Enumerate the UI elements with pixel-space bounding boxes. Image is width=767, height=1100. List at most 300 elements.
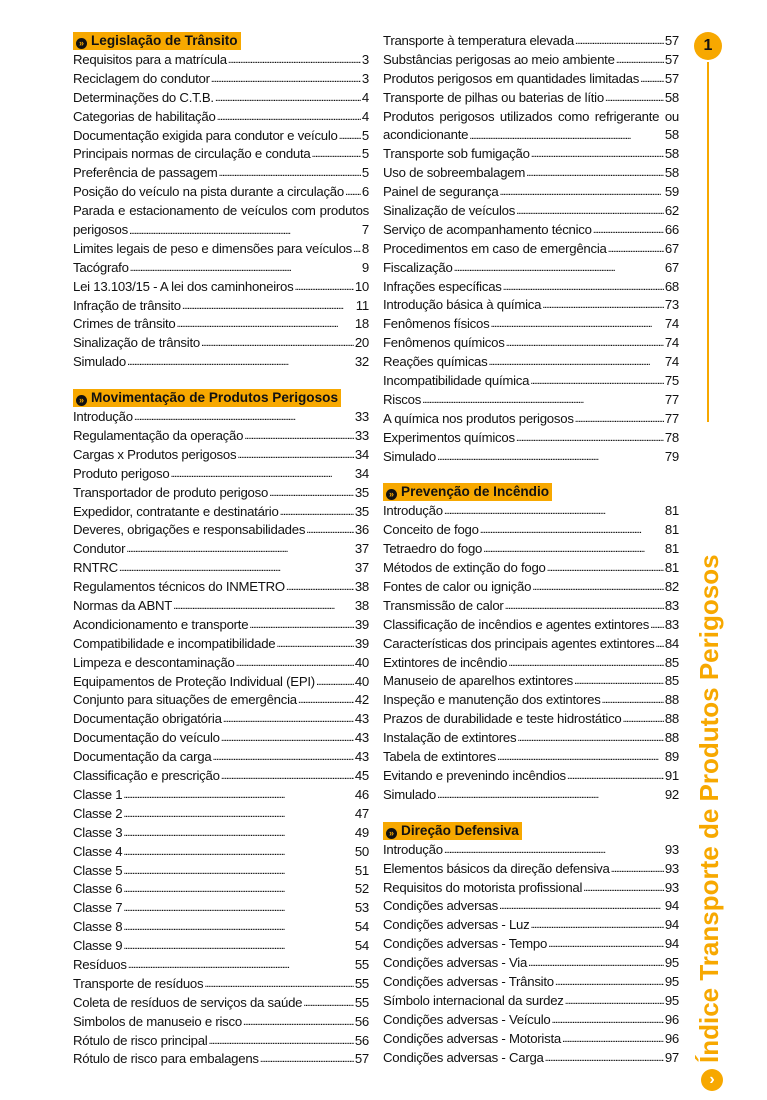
toc-entry-label: Simulado	[383, 786, 436, 802]
toc-entry[interactable]	[73, 767, 369, 786]
toc-entry-label-line2: acondicionante	[383, 127, 469, 143]
toc-entry-page: 7	[361, 222, 369, 238]
toc-entry[interactable]	[73, 654, 369, 673]
toc-entry-page: 5	[361, 165, 369, 181]
toc-entry[interactable]	[383, 954, 679, 973]
dot-leader	[545, 1049, 664, 1068]
dot-leader	[215, 89, 361, 108]
toc-entry[interactable]	[383, 691, 679, 710]
toc-entry[interactable]	[383, 448, 679, 467]
section-title: Direção Defensiva	[401, 822, 519, 838]
toc-entry[interactable]	[383, 916, 679, 935]
toc-entry-page: 81	[664, 541, 679, 557]
toc-entry-page: 58	[664, 165, 679, 181]
dot-leader	[345, 183, 361, 202]
toc-entry[interactable]	[383, 540, 679, 559]
toc-entry[interactable]	[383, 429, 679, 448]
dot-leader	[505, 597, 664, 616]
dot-leader	[650, 616, 664, 635]
toc-entry-page: 39	[354, 616, 369, 632]
toc-entry[interactable]	[383, 1030, 679, 1049]
toc-entry-label: Introdução básica à química	[383, 297, 542, 313]
section-heading-highlight	[73, 389, 341, 407]
dot-leader	[126, 540, 354, 559]
toc-entry[interactable]	[73, 578, 369, 597]
toc-entry[interactable]	[73, 729, 369, 748]
toc-entry-page: 82	[664, 579, 679, 595]
toc-entry[interactable]	[383, 597, 679, 616]
toc-entry-label: Requisitos do motorista profissional	[383, 879, 583, 895]
toc-entry[interactable]	[383, 502, 679, 521]
toc-entry-label: Preferência de passagem	[73, 165, 218, 181]
toc-entry[interactable]	[383, 315, 679, 334]
toc-entry-label: Uso de sobreembalagem	[383, 165, 526, 181]
toc-entry[interactable]	[383, 860, 679, 879]
toc-entry[interactable]	[73, 353, 369, 372]
toc-entry-label: A química nos produtos perigosos	[383, 410, 574, 426]
toc-entry[interactable]	[73, 127, 369, 146]
dot-leader	[182, 297, 355, 316]
toc-entry-label: Condutor	[73, 541, 126, 557]
toc-entry[interactable]	[73, 824, 369, 843]
dot-leader	[306, 521, 354, 540]
toc-entry-label: Simulado	[383, 448, 436, 464]
dot-leader	[444, 841, 664, 860]
toc-entry[interactable]	[73, 918, 369, 937]
toc-entry-page: 35	[354, 484, 369, 500]
side-title-text: Índice Transporte de Produtos Perigosos	[694, 554, 724, 1063]
dot-leader	[237, 446, 354, 465]
toc-entry-label: Condições adversas - Trânsito	[383, 973, 554, 989]
toc-entry[interactable]	[383, 897, 679, 916]
spacer	[383, 466, 679, 483]
dot-leader	[437, 448, 664, 467]
toc-entry[interactable]	[383, 89, 679, 108]
toc-entry-label: Regulamentos técnicos do INMETRO	[73, 579, 285, 595]
toc-entry[interactable]	[383, 992, 679, 1011]
toc-entry[interactable]	[383, 221, 679, 240]
toc-entry-label: Classe 8	[73, 919, 123, 935]
toc-entry-page: 40	[354, 654, 369, 670]
toc-entry-page: 74	[664, 316, 679, 332]
toc-entry[interactable]	[73, 521, 369, 540]
toc-entry-label: Transporte de pilhas ou baterias de lítio	[383, 89, 604, 105]
dot-leader	[542, 296, 664, 315]
toc-entry[interactable]	[73, 1013, 369, 1032]
toc-entry[interactable]	[73, 843, 369, 862]
toc-entry[interactable]	[73, 51, 369, 70]
toc-entry-label: Cargas x Produtos perigosos	[73, 446, 237, 462]
toc-entry-page: 88	[664, 730, 679, 746]
tab-divider-line	[707, 62, 709, 422]
dot-leader	[516, 202, 664, 221]
toc-entry-label: Limites legais de peso e dimensões para veículos	[73, 240, 353, 256]
arrow-right-icon: ›	[701, 1069, 723, 1091]
toc-entry[interactable]	[73, 503, 369, 522]
toc-entry-label: Documentação obrigatória	[73, 711, 222, 727]
toc-entry-page: 93	[664, 841, 679, 857]
toc-entry-label: Classe 3	[73, 824, 123, 840]
toc-entry-page: 47	[354, 805, 369, 821]
toc-entry-label: Condições adversas - Carga	[383, 1049, 544, 1065]
toc-entry-label: Requisitos para a matrícula	[73, 51, 227, 67]
toc-entry[interactable]	[383, 973, 679, 992]
toc-entry-page: 53	[354, 900, 369, 916]
toc-entry-page: 77	[664, 391, 679, 407]
dot-leader	[506, 334, 664, 353]
section-heading	[73, 389, 369, 407]
toc-entry[interactable]	[383, 786, 679, 805]
toc-entry-page: 49	[354, 824, 369, 840]
toc-entry-page: 83	[664, 616, 679, 632]
toc-entry-page: 37	[354, 541, 369, 557]
toc-entry-label: Elementos básicos da direção defensiva	[383, 860, 610, 876]
toc-entry-page: 3	[361, 51, 369, 67]
toc-entry[interactable]	[73, 408, 369, 427]
toc-entry-page: 46	[354, 786, 369, 802]
toc-entry-page: 91	[664, 767, 679, 783]
dot-leader	[228, 51, 361, 70]
toc-entry-page: 5	[361, 127, 369, 143]
dot-leader	[503, 278, 664, 297]
dot-leader	[243, 1013, 354, 1032]
toc-entry[interactable]	[73, 786, 369, 805]
toc-entry-label: Reciclagem do condutor	[73, 70, 210, 86]
dot-leader	[177, 315, 354, 334]
toc-entry[interactable]	[383, 372, 679, 391]
toc-entry-label: Principais normas de circulação e conduta	[73, 146, 311, 162]
dot-leader	[562, 1030, 664, 1049]
toc-entry[interactable]	[73, 484, 369, 503]
toc-entry[interactable]	[383, 748, 679, 767]
toc-entry-label: Classificação e prescrição	[73, 768, 220, 784]
toc-entry[interactable]	[73, 315, 369, 334]
toc-entry-label: Transportador de produto perigoso	[73, 484, 269, 500]
toc-entry[interactable]	[73, 673, 369, 692]
toc-entry-page: 93	[664, 860, 679, 876]
toc-entry[interactable]	[383, 1011, 679, 1030]
toc-entry-label: Classe 6	[73, 881, 123, 897]
dot-leader	[530, 916, 663, 935]
toc-entry[interactable]	[383, 353, 679, 372]
toc-entry[interactable]	[73, 89, 369, 108]
dot-leader	[173, 597, 354, 616]
toc-entry-label: Simulado	[73, 354, 126, 370]
toc-entry[interactable]	[383, 879, 679, 898]
dot-leader	[547, 559, 664, 578]
toc-entry-page: 40	[354, 673, 369, 689]
toc-entry-page: 55	[354, 975, 369, 991]
dot-leader	[312, 145, 361, 164]
toc-entry-page: 56	[354, 1032, 369, 1048]
toc-entry[interactable]	[383, 521, 679, 540]
toc-entry[interactable]	[73, 334, 369, 353]
toc-entry-page: 42	[354, 692, 369, 708]
toc-entry-page: 97	[664, 1049, 679, 1065]
toc-entry[interactable]	[73, 297, 369, 316]
toc-entry[interactable]	[383, 391, 679, 410]
toc-entry[interactable]	[73, 937, 369, 956]
toc-entry-page: 4	[361, 89, 369, 105]
chevron-down-circle-icon: »	[76, 38, 87, 49]
toc-entry-page: 73	[664, 297, 679, 313]
dot-leader	[211, 70, 361, 89]
toc-entry-label: Classe 7	[73, 900, 123, 916]
toc-entry[interactable]	[73, 465, 369, 484]
toc-entry[interactable]	[73, 616, 369, 635]
dot-leader	[640, 70, 664, 89]
toc-entry-label: Transporte à temperatura elevada	[383, 32, 574, 48]
toc-entry-label: Limpeza e descontaminação	[73, 654, 235, 670]
toc-entry-page: 33	[354, 428, 369, 444]
toc-entry[interactable]	[383, 635, 679, 654]
dot-leader	[123, 824, 354, 843]
dot-leader	[575, 410, 664, 429]
dot-leader	[488, 353, 663, 372]
toc-entry-label: Documentação do veículo	[73, 730, 220, 746]
dot-leader	[516, 429, 664, 448]
toc-entry-label: Conceito de fogo	[383, 522, 479, 538]
toc-entry[interactable]	[73, 240, 369, 259]
toc-entry[interactable]	[383, 51, 679, 70]
dot-leader	[212, 748, 353, 767]
toc-entry[interactable]	[73, 899, 369, 918]
toc-entry-label: Condições adversas - Tempo	[383, 936, 548, 952]
section-heading	[383, 822, 679, 840]
toc-entry-page: 4	[361, 108, 369, 124]
toc-entry[interactable]	[73, 805, 369, 824]
toc-entry[interactable]	[383, 183, 679, 202]
toc-entry-label: Posição do veículo na pista durante a circulação	[73, 184, 344, 200]
toc-entry[interactable]	[383, 616, 679, 635]
toc-entry[interactable]	[73, 259, 369, 278]
toc-entry[interactable]	[383, 841, 679, 860]
toc-entry[interactable]	[73, 748, 369, 767]
toc-entry[interactable]	[73, 164, 369, 183]
toc-entry-label: Classe 5	[73, 862, 123, 878]
toc-entry-label: Documentação da carga	[73, 749, 212, 765]
dot-leader	[508, 654, 664, 673]
toc-entry[interactable]	[383, 578, 679, 597]
toc-entry-label: Fenômenos químicos	[383, 335, 505, 351]
page-number-badge: 1	[694, 32, 722, 60]
toc-entry-label: Introdução	[383, 503, 443, 519]
dot-leader	[221, 729, 354, 748]
toc-entry[interactable]	[73, 145, 369, 164]
dot-leader	[134, 408, 354, 427]
toc-entry-label-line2: perigosos	[73, 222, 128, 238]
section-heading	[73, 32, 369, 50]
dot-leader	[236, 654, 354, 673]
toc-entry-label: Tetraedro do fogo	[383, 541, 483, 557]
toc-entry[interactable]	[73, 559, 369, 578]
toc-entry[interactable]	[383, 32, 679, 51]
dot-leader	[548, 935, 664, 954]
dot-leader	[565, 992, 664, 1011]
toc-entry[interactable]	[73, 635, 369, 654]
toc-entry-page: 5	[361, 146, 369, 162]
toc-entry-label: Classificação de incêndios e agentes extintores	[383, 616, 650, 632]
toc-entry-label: Rótulo de risco principal	[73, 1032, 208, 1048]
dot-leader	[217, 108, 361, 127]
toc-entry[interactable]	[73, 446, 369, 465]
toc-entry-label: Sinalização de veículos	[383, 203, 516, 218]
toc-entry[interactable]	[73, 1032, 369, 1051]
toc-entry-label: Simbolos de manuseio e risco	[73, 1013, 242, 1029]
dot-leader	[130, 259, 361, 278]
toc-entry-page: 32	[354, 354, 369, 370]
toc-entry-page: 57	[664, 70, 679, 86]
toc-entry-label-line1: Parada e estacionamento de veículos com produtos	[73, 203, 369, 219]
dot-leader	[129, 221, 361, 240]
toc-entry-page: 92	[664, 786, 679, 802]
toc-entry[interactable]	[73, 597, 369, 616]
toc-entry-page: 96	[664, 1030, 679, 1046]
toc-entry-label: Classe 4	[73, 843, 123, 859]
toc-entry-label: Painel de segurança	[383, 184, 499, 200]
toc-entry[interactable]	[383, 296, 679, 315]
toc-entry-label: Lei 13.103/15 - A lei dos caminhoneiros	[73, 278, 294, 294]
dot-leader	[223, 710, 354, 729]
toc-entry[interactable]	[383, 278, 679, 297]
toc-entry[interactable]	[73, 710, 369, 729]
toc-entry-page: 74	[664, 335, 679, 351]
toc-entry-label: Inspeção e manutenção dos extintores	[383, 692, 601, 708]
toc-entry[interactable]	[73, 956, 369, 975]
dot-leader	[219, 164, 361, 183]
toc-entry-label: Fiscalização	[383, 259, 453, 275]
toc-entry[interactable]	[383, 654, 679, 673]
toc-entry[interactable]	[383, 240, 679, 259]
toc-entry-label: Procedimentos em caso de emergência	[383, 240, 607, 256]
toc-entry-label: Incompatibilidade química	[383, 373, 530, 389]
toc-entry[interactable]	[73, 427, 369, 446]
toc-entry-page: 58	[664, 127, 679, 143]
toc-entry-label: Fontes de calor ou ignição	[383, 579, 532, 595]
toc-entry[interactable]	[383, 202, 679, 221]
dot-leader	[303, 994, 354, 1013]
toc-entry[interactable]	[73, 692, 369, 711]
toc-entry-page: 56	[354, 1013, 369, 1029]
toc-entry-page: 33	[354, 409, 369, 425]
dot-leader	[316, 673, 354, 692]
toc-entry-label: Transmissão de calor	[383, 597, 504, 613]
toc-entry-label: Símbolo internacional da surdez	[383, 992, 564, 1008]
toc-entry-page: 8	[361, 240, 369, 256]
section-title: Prevenção de Incêndio	[401, 484, 550, 500]
toc-entry[interactable]	[73, 975, 369, 994]
toc-entry-page: 83	[664, 597, 679, 613]
toc-entry[interactable]	[383, 410, 679, 429]
dot-leader	[531, 145, 664, 164]
chevron-down-circle-icon: »	[386, 828, 397, 839]
toc-entry[interactable]	[73, 202, 369, 240]
index-column-left	[73, 32, 369, 1069]
toc-entry-page: 6	[361, 184, 369, 200]
toc-entry[interactable]	[73, 183, 369, 202]
toc-entry-page: 57	[664, 32, 679, 48]
dot-leader	[616, 51, 664, 70]
toc-entry[interactable]	[383, 334, 679, 353]
toc-entry[interactable]	[383, 710, 679, 729]
toc-entry[interactable]	[383, 108, 679, 146]
toc-entry[interactable]	[383, 729, 679, 748]
toc-entry-page: 57	[664, 51, 679, 67]
dot-leader	[583, 879, 664, 898]
dot-leader	[260, 1050, 354, 1069]
dot-leader	[286, 578, 354, 597]
dot-leader	[567, 767, 664, 786]
toc-entry[interactable]	[383, 70, 679, 89]
dot-leader	[170, 465, 353, 484]
toc-entry-page: 77	[664, 410, 679, 426]
toc-entry-page: 43	[354, 749, 369, 765]
toc-entry-page: 55	[354, 994, 369, 1010]
section-heading-highlight	[383, 483, 552, 501]
toc-entry[interactable]	[73, 880, 369, 899]
toc-entry[interactable]	[383, 767, 679, 786]
toc-entry[interactable]	[73, 862, 369, 881]
dot-leader	[611, 860, 664, 879]
dot-leader	[532, 578, 664, 597]
toc-entry-page: 43	[354, 711, 369, 727]
dot-leader	[528, 954, 664, 973]
toc-entry-label: Substâncias perigosas ao meio ambiente	[383, 51, 615, 67]
toc-entry[interactable]	[73, 70, 369, 89]
toc-entry-label: Características dos principais agentes extintores	[383, 635, 655, 651]
toc-entry-page: 36	[354, 522, 369, 538]
toc-entry[interactable]	[73, 108, 369, 127]
toc-entry-page: 85	[664, 654, 679, 670]
toc-entry-page: 88	[664, 711, 679, 727]
toc-entry-page: 95	[664, 955, 679, 971]
toc-entry-page: 45	[354, 768, 369, 784]
toc-entry-label: Condições adversas - Motorista	[383, 1030, 561, 1046]
toc-entry[interactable]	[383, 145, 679, 164]
dot-leader	[593, 221, 664, 240]
toc-entry-label: Rótulo de risco para embalagens	[73, 1051, 259, 1067]
toc-entry[interactable]	[73, 994, 369, 1013]
toc-entry-page: 9	[361, 259, 369, 275]
dot-leader	[490, 315, 663, 334]
toc-entry[interactable]	[383, 935, 679, 954]
dot-leader	[454, 259, 664, 278]
toc-entry-label: Introdução	[73, 409, 133, 425]
toc-entry-page: 96	[664, 1011, 679, 1027]
dot-leader	[119, 559, 354, 578]
toc-entry-page: 78	[664, 429, 679, 445]
toc-entry[interactable]	[73, 1050, 369, 1069]
toc-entry[interactable]	[73, 278, 369, 297]
toc-entry-label: Riscos	[383, 391, 422, 407]
toc-entry[interactable]	[383, 673, 679, 692]
toc-entry[interactable]	[383, 164, 679, 183]
dot-leader	[127, 353, 354, 372]
toc-entry[interactable]	[383, 259, 679, 278]
toc-entry-page: 74	[664, 354, 679, 370]
toc-entry-label: Condições adversas - Veículo	[383, 1011, 551, 1027]
toc-entry-page: 59	[664, 184, 679, 200]
toc-entry[interactable]	[383, 559, 679, 578]
dot-leader	[221, 767, 354, 786]
toc-entry-page: 58	[664, 146, 679, 162]
toc-entry[interactable]	[383, 1049, 679, 1068]
dot-leader	[276, 635, 353, 654]
toc-entry[interactable]	[73, 540, 369, 559]
dot-leader	[294, 278, 353, 297]
side-tab	[694, 32, 724, 1088]
dot-leader	[353, 240, 361, 259]
